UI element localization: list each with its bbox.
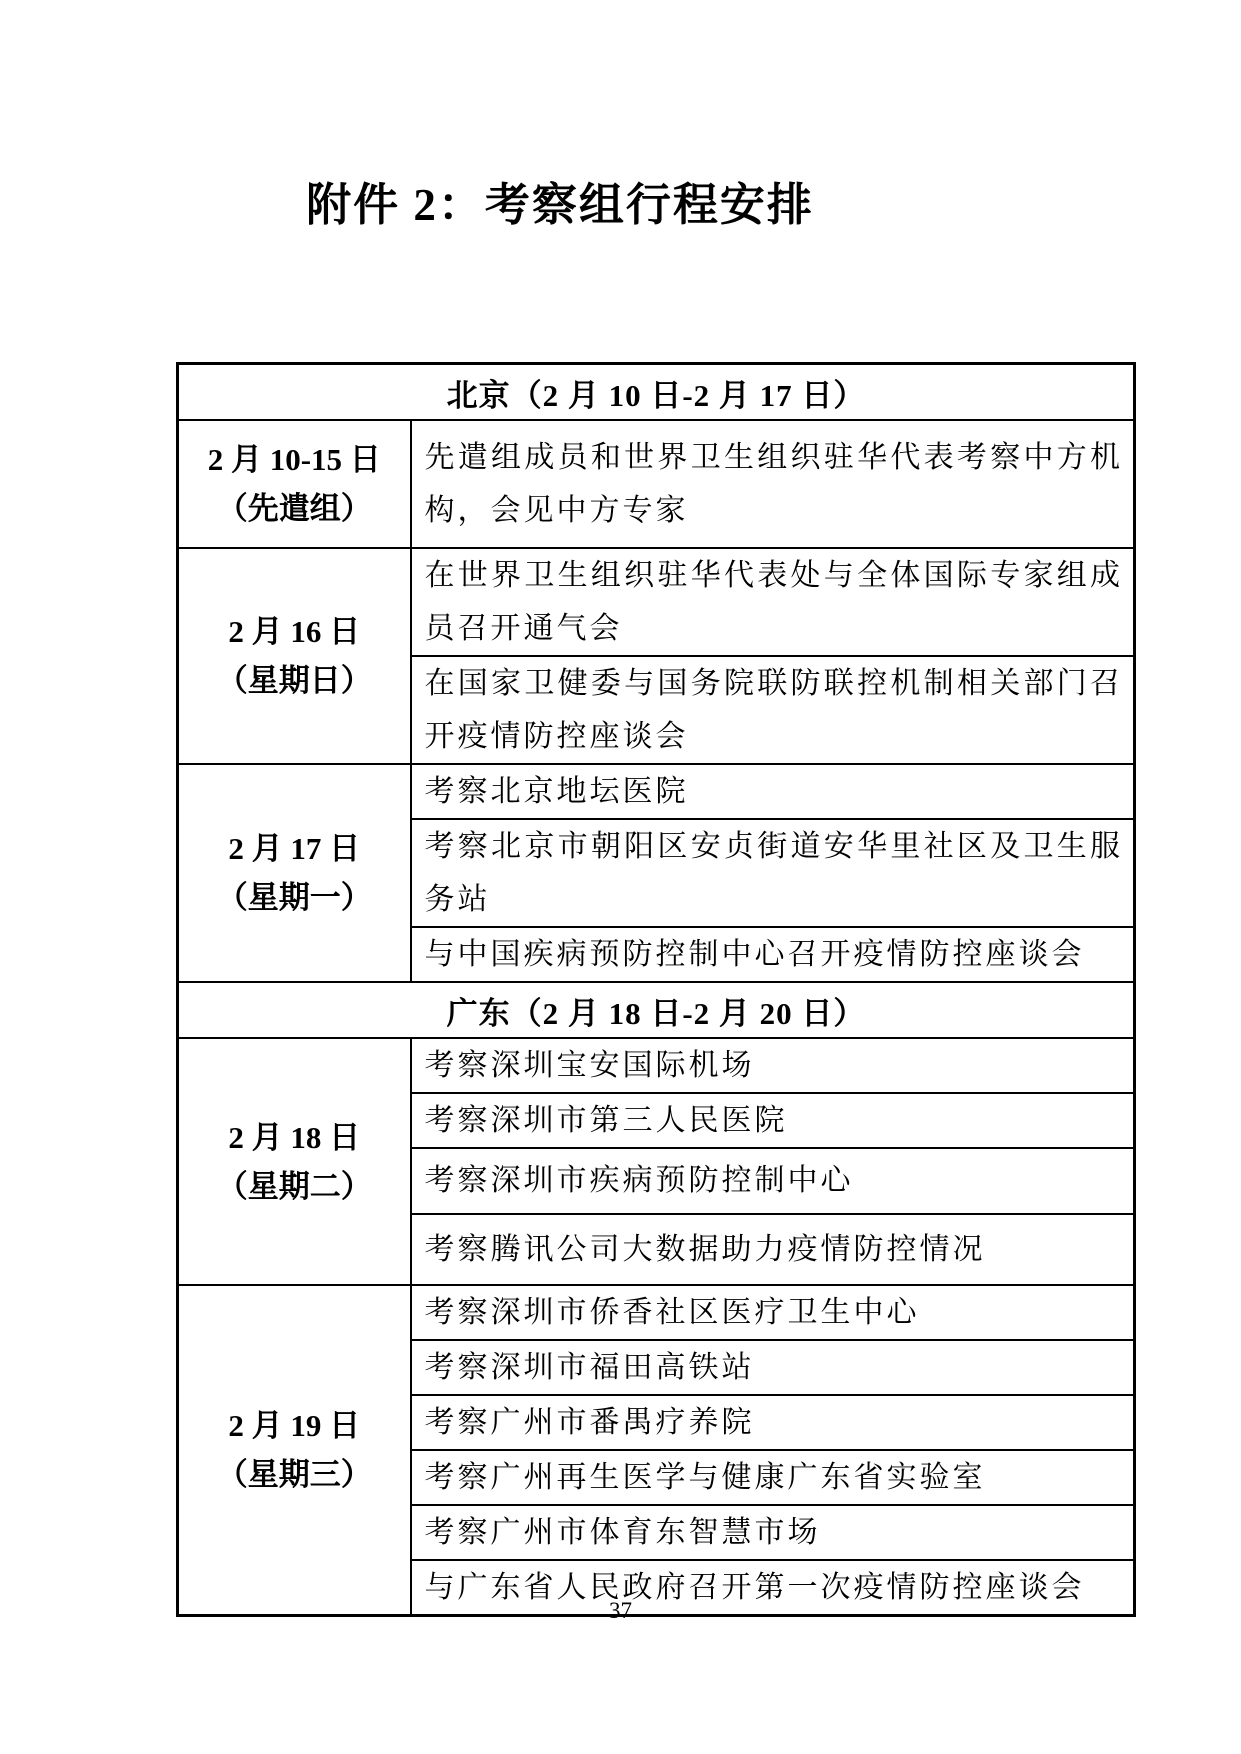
activity-cell: 在国家卫健委与国务院联防联控机制相关部门召开疫情防控座谈会 [411, 656, 1135, 764]
date-line: 2 月 16 日 [228, 614, 361, 649]
activity-cell: 与中国疾病预防控制中心召开疫情防控座谈会 [411, 927, 1135, 982]
activity-cell: 考察深圳市侨香社区医疗卫生中心 [411, 1285, 1135, 1340]
table-row [178, 420, 1135, 548]
date-line: 2 月 18 日 [228, 1119, 361, 1155]
activity-cell: 考察深圳市福田高铁站 [411, 1340, 1135, 1395]
section-header-beijing: 北京（2 月 10 日-2 月 17 日） [178, 364, 1135, 421]
section-header-guangdong: 广东（2 月 18 日-2 月 20 日） [178, 982, 1135, 1038]
itinerary-table [176, 362, 1136, 1617]
date-line: 2 月 17 日 [228, 831, 361, 866]
date-cell-feb19 [178, 1285, 411, 1616]
activity-cell: 考察腾讯公司大数据助力疫情防控情况 [411, 1214, 1135, 1285]
date-line: （星期日） [216, 663, 372, 698]
activity-cell: 考察北京市朝阳区安贞街道安华里社区及卫生服务站 [411, 819, 1135, 927]
date-line: 2 月 19 日 [228, 1408, 361, 1443]
date-line: （星期一） [216, 880, 372, 915]
activity-cell: 与广东省人民政府召开第一次疫情防控座谈会 [411, 1560, 1135, 1616]
date-line: （先遣组） [216, 491, 372, 526]
activity-cell: 考察广州市番禺疗养院 [411, 1395, 1135, 1450]
activity-cell: 考察广州市体育东智慧市场 [411, 1505, 1135, 1560]
date-line: （星期二） [216, 1168, 372, 1204]
table-row [178, 548, 1135, 656]
page-title: 附件 2：考察组行程安排 [306, 180, 814, 230]
table-row [178, 364, 1135, 421]
date-line: 2 月 10-15 日 [207, 442, 381, 477]
table-row [178, 982, 1135, 1038]
page-number: 37 [609, 1598, 632, 1623]
activity-cell: 先遣组成员和世界卫生组织驻华代表考察中方机构，会见中方专家 [411, 420, 1135, 548]
activity-cell: 考察广州再生医学与健康广东省实验室 [411, 1450, 1135, 1505]
activity-cell: 在世界卫生组织驻华代表处与全体国际专家组成员召开通气会 [411, 548, 1135, 656]
date-cell-feb10-15 [178, 420, 411, 548]
table-row [178, 1038, 1135, 1093]
table-row [178, 1285, 1135, 1340]
table-row [178, 764, 1135, 819]
date-cell-feb18 [178, 1038, 411, 1285]
date-cell-feb16 [178, 548, 411, 764]
date-line: （星期三） [216, 1457, 372, 1492]
date-cell-feb17 [178, 764, 411, 982]
activity-cell: 考察北京地坛医院 [411, 764, 1135, 819]
activity-cell: 考察深圳市第三人民医院 [411, 1093, 1135, 1148]
activity-cell: 考察深圳市疾病预防控制中心 [411, 1148, 1135, 1214]
activity-cell: 考察深圳宝安国际机场 [411, 1038, 1135, 1093]
